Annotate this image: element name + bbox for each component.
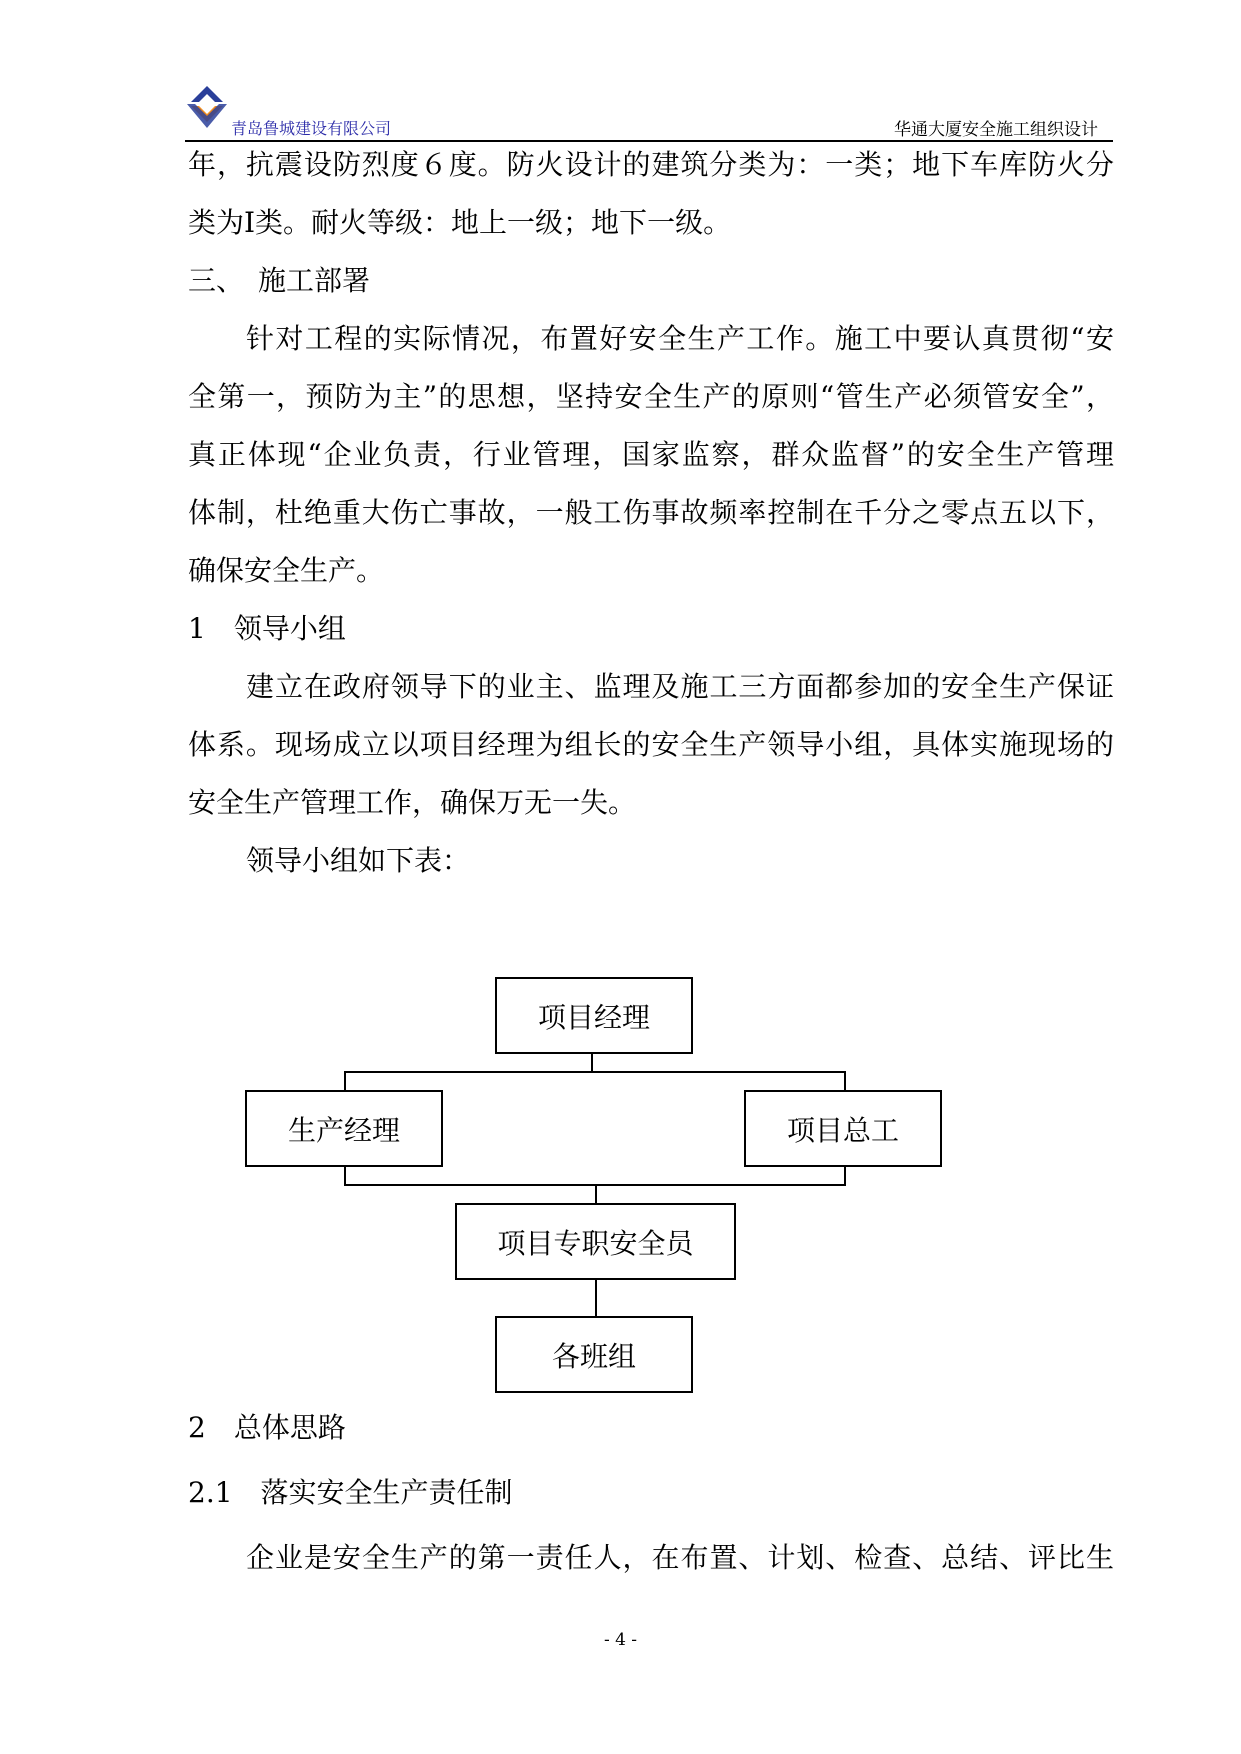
document-title: 华通大厦安全施工组织设计 <box>894 120 1098 140</box>
connector-line <box>595 1280 597 1317</box>
connector-line <box>591 1054 593 1072</box>
connector-line <box>344 1071 846 1073</box>
section-heading: 三、 施工部署 <box>188 264 371 297</box>
paragraph-line: 建立在政府领导下的业主、监理及施工三方面都参加的安全生产保证 <box>246 670 1114 703</box>
connector-line <box>844 1071 846 1090</box>
paragraph-line: 类为Ⅰ类。耐火等级：地上一级；地下一级。 <box>188 206 732 239</box>
paragraph-line: 针对工程的实际情况，布置好安全生产工作。施工中要认真贯彻“安 <box>246 322 1114 355</box>
connector-line <box>595 1184 597 1204</box>
connector-line <box>344 1184 846 1186</box>
org-box-work-teams: 各班组 <box>495 1316 693 1393</box>
org-box-safety-officer: 项目专职安全员 <box>455 1203 736 1280</box>
paragraph-line: 领导小组如下表： <box>246 844 471 877</box>
paragraph-line: 真正体现“企业负责，行业管理，国家监察，群众监督”的安全生产管理 <box>188 438 1114 471</box>
paragraph-line: 体制，杜绝重大伤亡事故，一般工伤事故频率控制在千分之零点五以下， <box>188 496 1114 529</box>
company-logo-icon <box>185 84 229 130</box>
paragraph-line: 企业是安全生产的第一责任人，在布置、计划、检查、总结、评比生 <box>246 1541 1114 1574</box>
subsection-heading: 2.1 落实安全生产责任制 <box>188 1476 513 1509</box>
connector-line <box>344 1167 346 1185</box>
paragraph-line: 安全生产管理工作，确保万无一失。 <box>188 786 637 819</box>
company-name: 青岛鲁城建设有限公司 <box>231 119 392 138</box>
header-divider <box>185 140 1113 142</box>
org-box-production-manager: 生产经理 <box>245 1090 443 1167</box>
paragraph-line: 确保安全生产。 <box>188 554 385 587</box>
paragraph-line: 全第一，预防为主”的思想，坚持安全生产的原则“管生产必须管安全”， <box>188 380 1114 413</box>
connector-line <box>344 1071 346 1090</box>
org-box-chief-engineer: 项目总工 <box>744 1090 942 1167</box>
page-number: - 4 - <box>603 1630 638 1650</box>
subsection-heading: 1 领导小组 <box>188 612 346 645</box>
page-header <box>185 84 1113 142</box>
paragraph-line: 年，抗震设防烈度６度。防火设计的建筑分类为：一类；地下车库防火分 <box>188 148 1114 181</box>
org-box-project-manager: 项目经理 <box>495 977 693 1054</box>
subsection-heading: 2 总体思路 <box>188 1411 346 1444</box>
connector-line <box>844 1167 846 1185</box>
paragraph-line: 体系。现场成立以项目经理为组长的安全生产领导小组，具体实施现场的 <box>188 728 1114 761</box>
